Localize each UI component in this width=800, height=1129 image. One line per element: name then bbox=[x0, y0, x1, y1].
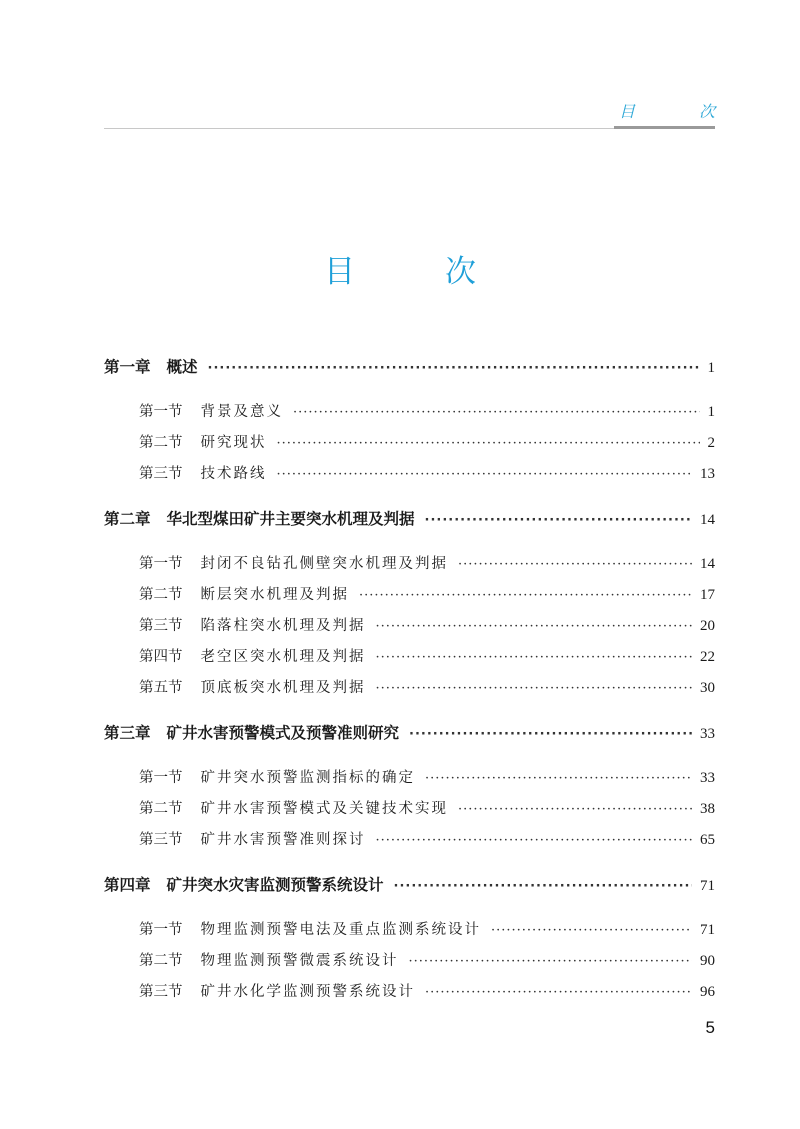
toc-section-row[interactable] bbox=[104, 642, 715, 673]
section-label: 第三节 bbox=[139, 618, 183, 634]
running-header-char-2: 次 bbox=[698, 102, 715, 121]
chapter-page-number: 1 bbox=[707, 360, 715, 376]
section-page-number: 30 bbox=[700, 680, 715, 696]
section-page-number: 17 bbox=[700, 587, 715, 603]
dot-leader bbox=[409, 719, 692, 750]
dot-leader bbox=[359, 580, 692, 611]
toc-section-list bbox=[104, 549, 715, 704]
section-label: 第二节 bbox=[139, 587, 183, 603]
section-title: 封闭不良钻孔侧壁突水机理及判据 bbox=[200, 556, 448, 572]
section-title: 老空区突水机理及判据 bbox=[200, 649, 366, 665]
toc-chapter-row[interactable] bbox=[104, 352, 715, 383]
section-label: 第一节 bbox=[139, 922, 183, 938]
section-title: 断层突水机理及判据 bbox=[200, 587, 349, 603]
toc-chapter-row[interactable] bbox=[104, 870, 715, 901]
section-page-number: 14 bbox=[700, 556, 715, 572]
toc-section-row[interactable] bbox=[104, 763, 715, 794]
dot-leader bbox=[376, 611, 693, 642]
section-title: 物理监测预警微震系统设计 bbox=[200, 953, 399, 969]
toc-section-row[interactable] bbox=[104, 915, 715, 946]
section-title: 顶底板突水机理及判据 bbox=[200, 680, 366, 696]
toc-section-row[interactable] bbox=[104, 825, 715, 856]
section-page-number: 20 bbox=[700, 618, 715, 634]
toc-section-row[interactable] bbox=[104, 397, 715, 428]
chapter-title: 矿井突水灾害监测预警系统设计 bbox=[166, 876, 384, 894]
section-page-number: 22 bbox=[700, 649, 715, 665]
toc-section-row[interactable] bbox=[104, 977, 715, 1008]
section-page-number: 1 bbox=[707, 404, 715, 420]
dot-leader bbox=[376, 825, 693, 856]
chapter-label: 第一章 bbox=[104, 358, 151, 376]
page-title-char-1: 目 bbox=[324, 254, 355, 290]
section-title: 矿井水化学监测预警系统设计 bbox=[200, 984, 415, 1000]
section-label: 第一节 bbox=[139, 556, 183, 572]
section-page-number: 90 bbox=[700, 953, 715, 969]
section-title: 矿井水害预警准则探讨 bbox=[200, 832, 366, 848]
section-title: 研究现状 bbox=[200, 435, 267, 451]
section-label: 第二节 bbox=[139, 953, 183, 969]
section-label: 第五节 bbox=[139, 680, 183, 696]
toc-section-list bbox=[104, 397, 715, 490]
section-page-number: 65 bbox=[700, 832, 715, 848]
section-label: 第一节 bbox=[139, 404, 183, 420]
chapter-title: 华北型煤田矿井主要突水机理及判据 bbox=[166, 510, 415, 528]
dot-leader bbox=[277, 459, 693, 490]
dot-leader bbox=[277, 428, 700, 459]
dot-leader bbox=[394, 871, 692, 902]
section-page-number: 71 bbox=[700, 922, 715, 938]
chapter-page-number: 14 bbox=[700, 512, 715, 528]
chapter-title: 矿井水害预警模式及预警准则研究 bbox=[166, 724, 400, 742]
toc-section-row[interactable] bbox=[104, 611, 715, 642]
chapter-label: 第四章 bbox=[104, 876, 151, 894]
section-label: 第一节 bbox=[139, 770, 183, 786]
toc-section-row[interactable] bbox=[104, 794, 715, 825]
section-label: 第三节 bbox=[139, 984, 183, 1000]
section-page-number: 96 bbox=[700, 984, 715, 1000]
toc-section-row[interactable] bbox=[104, 946, 715, 977]
section-page-number: 2 bbox=[707, 435, 715, 451]
chapter-label: 第三章 bbox=[104, 724, 151, 742]
dot-leader bbox=[425, 977, 692, 1008]
section-page-number: 13 bbox=[700, 466, 715, 482]
toc-chapter-row[interactable] bbox=[104, 718, 715, 749]
header-accent-bar bbox=[614, 126, 715, 129]
section-title: 矿井突水预警监测指标的确定 bbox=[200, 770, 415, 786]
section-label: 第二节 bbox=[139, 801, 183, 817]
toc-section-row[interactable] bbox=[104, 580, 715, 611]
dot-leader bbox=[425, 505, 692, 536]
section-label: 第四节 bbox=[139, 649, 183, 665]
section-page-number: 38 bbox=[700, 801, 715, 817]
section-label: 第二节 bbox=[139, 435, 183, 451]
running-header bbox=[104, 96, 715, 130]
toc-section-row[interactable] bbox=[104, 549, 715, 580]
section-title: 技术路线 bbox=[200, 466, 267, 482]
chapter-title: 概述 bbox=[166, 358, 198, 376]
running-header-char-1: 目 bbox=[619, 102, 636, 121]
toc-section-row[interactable] bbox=[104, 428, 715, 459]
section-page-number: 33 bbox=[700, 770, 715, 786]
chapter-page-number: 71 bbox=[700, 878, 715, 894]
section-label: 第三节 bbox=[139, 466, 183, 482]
dot-leader bbox=[425, 763, 692, 794]
dot-leader bbox=[491, 915, 692, 946]
page-title bbox=[0, 252, 800, 292]
dot-leader bbox=[293, 397, 700, 428]
dot-leader bbox=[376, 673, 693, 704]
dot-leader bbox=[376, 642, 693, 673]
section-title: 矿井水害预警模式及关键技术实现 bbox=[200, 801, 448, 817]
dot-leader bbox=[458, 549, 692, 580]
toc-section-list bbox=[104, 763, 715, 856]
toc-section-list bbox=[104, 915, 715, 1008]
page-number: 5 bbox=[705, 1018, 715, 1037]
page-title-char-2: 次 bbox=[445, 254, 476, 290]
dot-leader bbox=[409, 946, 693, 977]
section-title: 陷落柱突水机理及判据 bbox=[200, 618, 366, 634]
toc-section-row[interactable] bbox=[104, 673, 715, 704]
chapter-page-number: 33 bbox=[700, 726, 715, 742]
dot-leader bbox=[208, 353, 700, 384]
section-title: 背景及意义 bbox=[200, 404, 283, 420]
dot-leader bbox=[458, 794, 692, 825]
toc-chapter-row[interactable] bbox=[104, 504, 715, 535]
section-title: 物理监测预警电法及重点监测系统设计 bbox=[200, 922, 481, 938]
running-header-text bbox=[619, 102, 715, 122]
table-of-contents bbox=[104, 352, 715, 1008]
toc-section-row[interactable] bbox=[104, 459, 715, 490]
section-label: 第三节 bbox=[139, 832, 183, 848]
chapter-label: 第二章 bbox=[104, 510, 151, 528]
